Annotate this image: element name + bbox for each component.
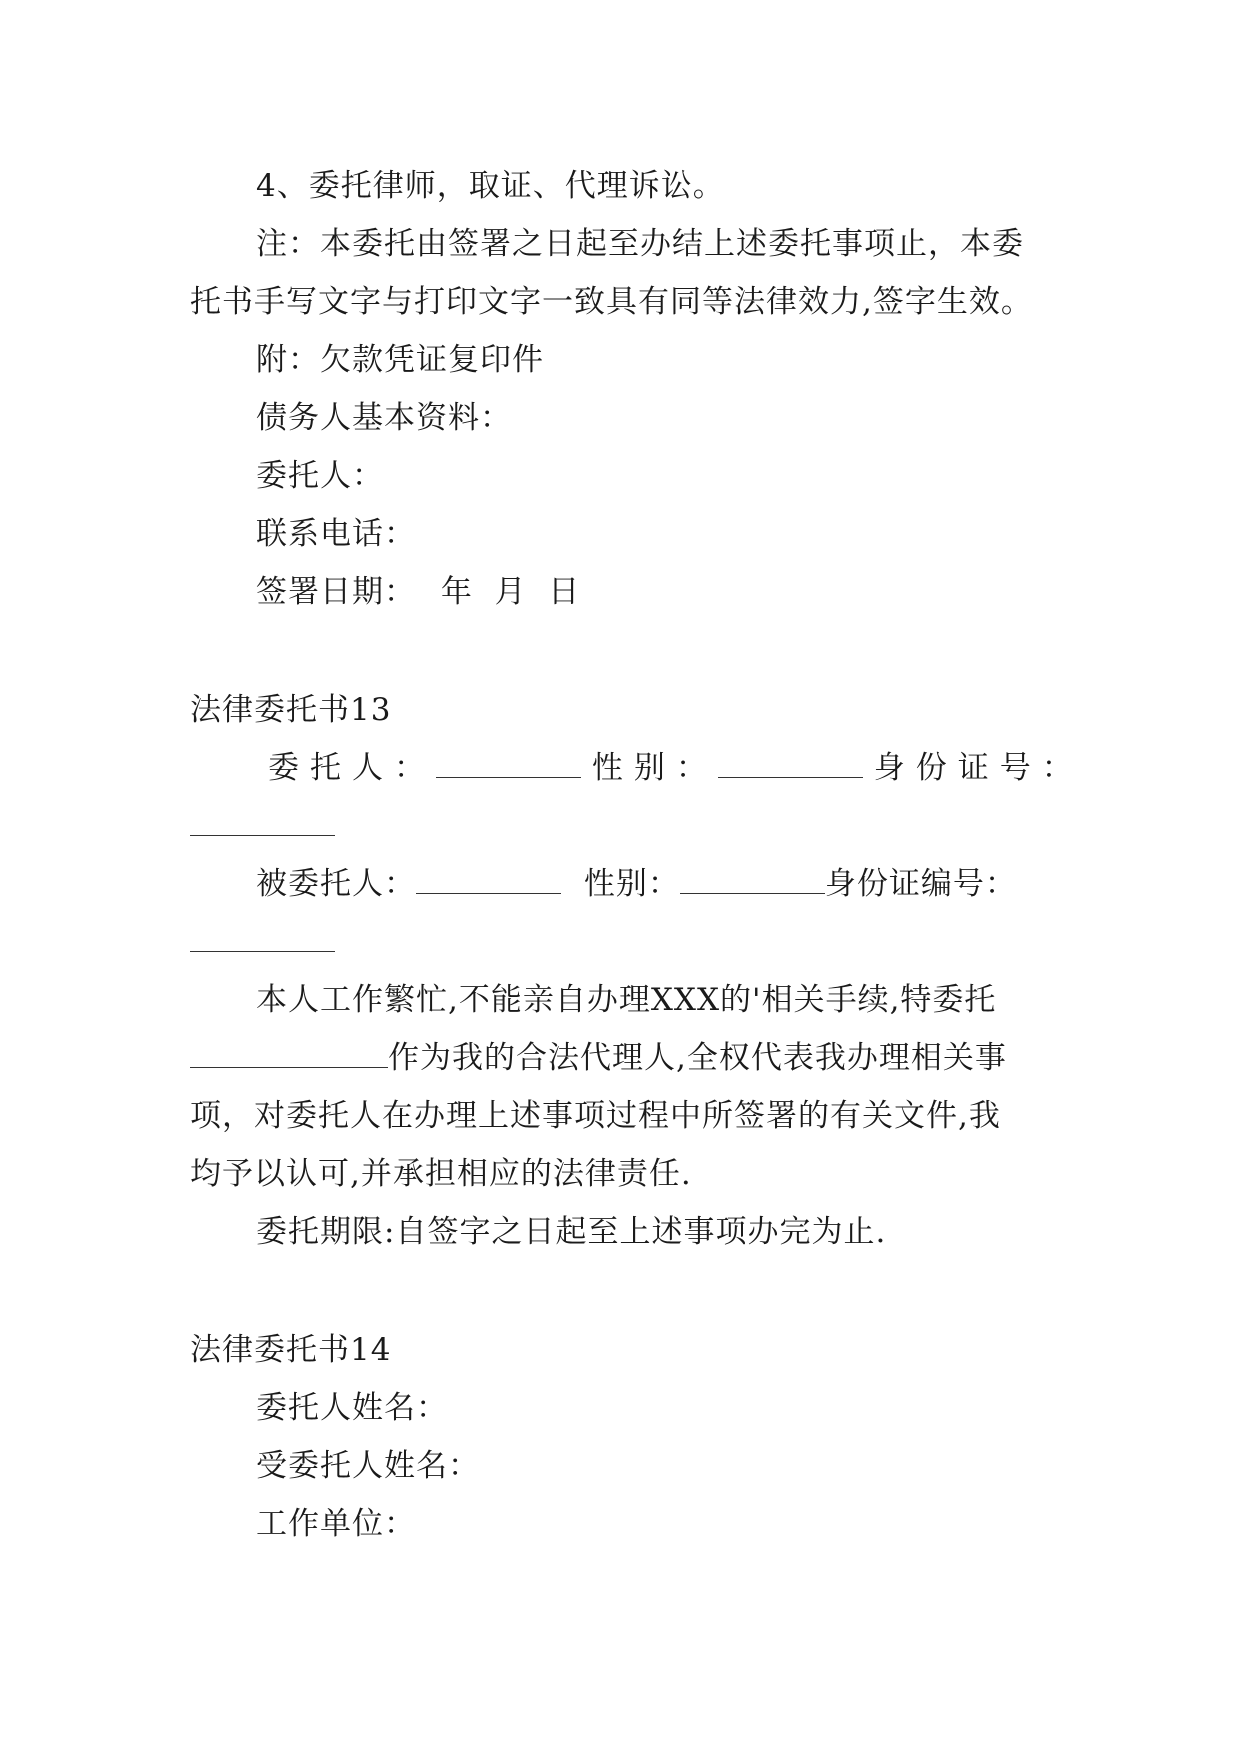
phone-label: 联系电话： [256,516,416,552]
agent-info-row [256,864,1017,904]
note-line-1: 注：本委托由签署之日起至办结上述委托事项止，本委 [256,226,1024,262]
note-line-2: 托书手写文字与打印文字一致具有同等法律效力,签字生效。 [190,284,1033,320]
agent-name-blank [190,1041,388,1068]
body-line-1: 本人工作繁忙,不能亲自办理XXX的'相关手续,特委托 [256,982,997,1018]
principal-info-row [268,748,1084,788]
agent-gender-label: 性别： [583,866,680,902]
debtor-info-label: 债务人基本资料： [256,400,512,436]
agent-field-label: 被委托人： [256,866,416,902]
principal-name-label: 委托人姓名： [256,1390,448,1426]
work-unit-label: 工作单位： [256,1506,416,1542]
agent-blank [416,867,561,894]
body-line-2-text: 作为我的合法代理人,全权代表我办理相关事 [388,1040,1007,1076]
gender-field-label: 性别： [591,750,718,786]
section-13-title: 法律委托书13 [190,692,392,728]
principal-field-label: 委托人： [268,750,436,786]
body-line-3: 项，对委托人在办理上述事项过程中所签署的有关文件,我 [190,1098,1001,1134]
term-line: 委托期限:自签字之日起至上述事项办完为止. [256,1214,887,1250]
agent-gender-blank [680,867,825,894]
principal-blank [436,751,581,778]
gender-blank [718,751,863,778]
attachment-line: 附：欠款凭证复印件 [256,342,544,378]
agent-id-blank-row [190,922,335,962]
id-field-label: 身份证号： [873,750,1084,786]
signing-date [256,572,580,612]
agent-id-blank [190,925,335,952]
agent-name-label: 受委托人姓名： [256,1448,480,1484]
agent-id-label: 身份证编号： [824,866,1017,902]
body-line-4: 均予以认可,并承担相应的法律责任. [190,1156,692,1192]
section-14-title: 法律委托书14 [190,1332,392,1368]
principal-label: 委托人： [256,458,384,494]
item-4: 4、委托律师，取证、代理诉讼。 [256,168,725,204]
body-line-2 [190,1038,1007,1078]
signing-date-label: 签署日期： [256,574,416,610]
id-blank [190,809,335,836]
signing-date-parts: 年 月 日 [440,574,581,610]
id-blank-row [190,806,335,846]
